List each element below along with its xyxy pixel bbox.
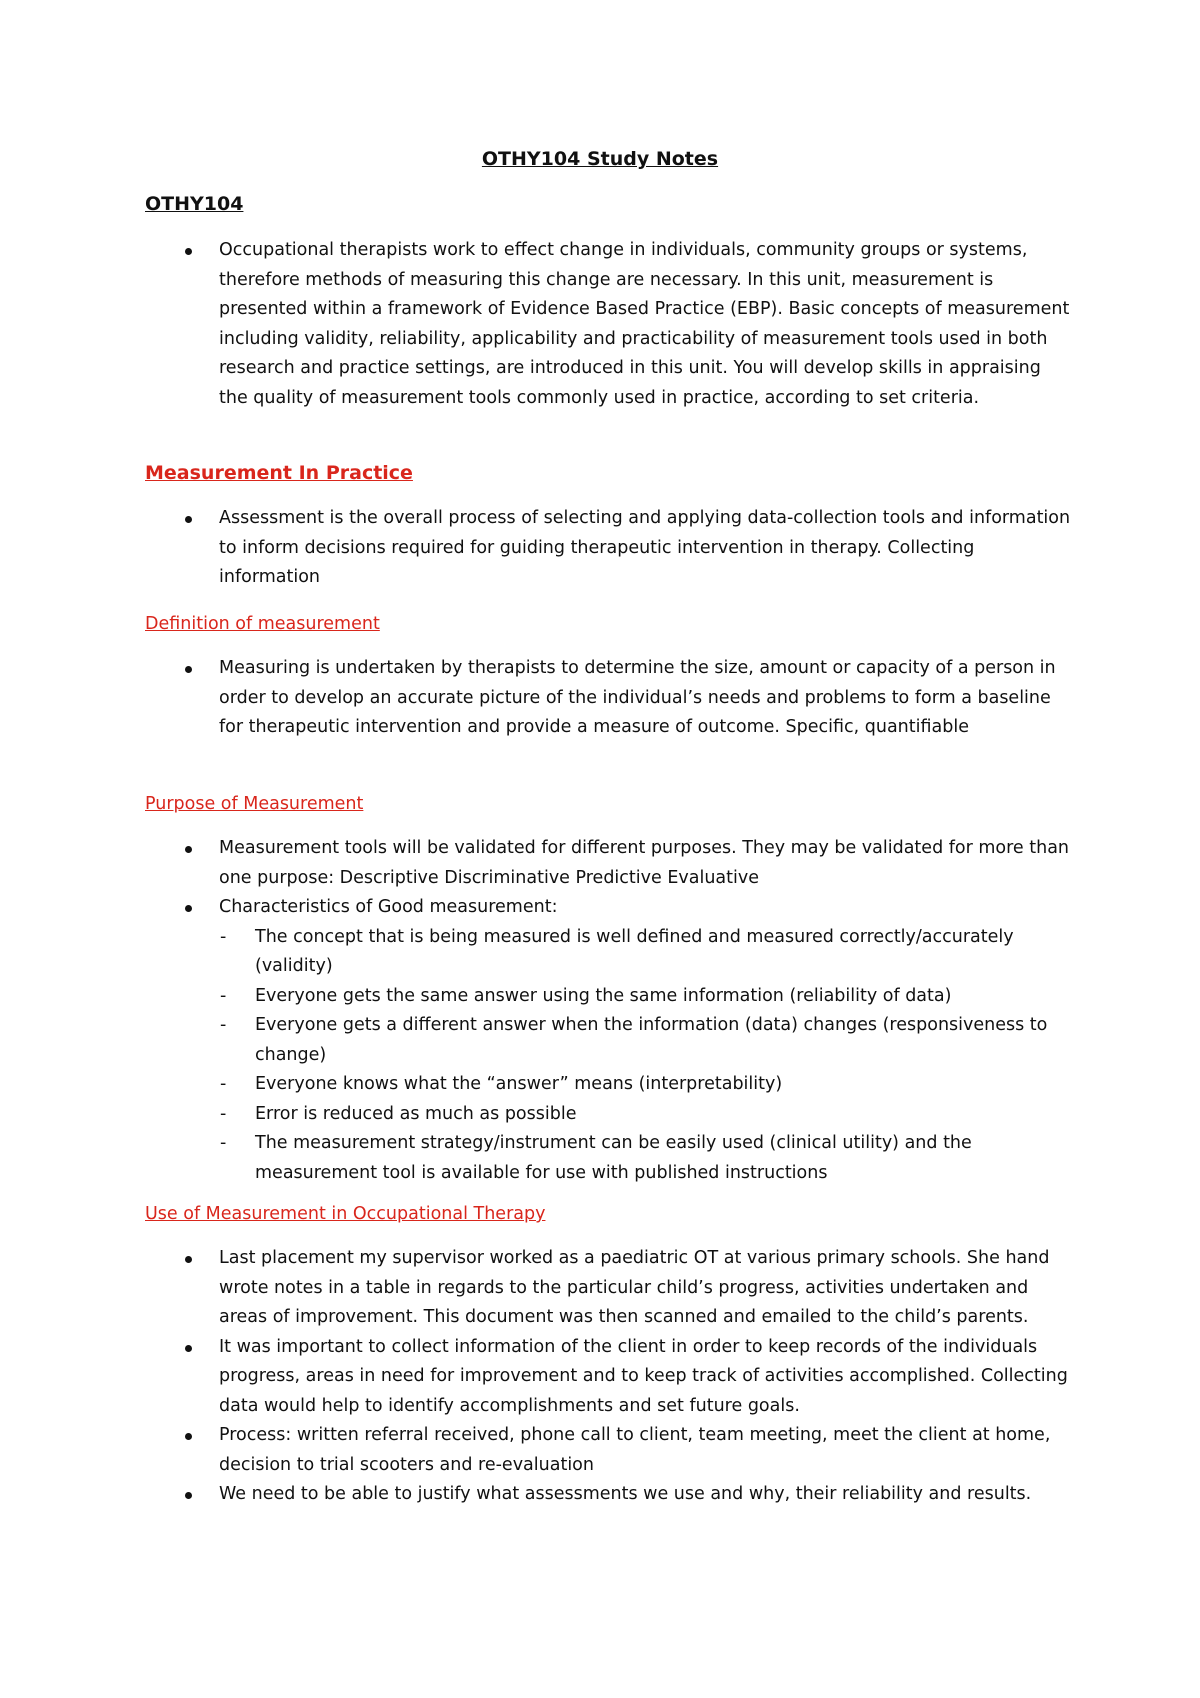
section-heading-measurement-in-practice: Measurement In Practice (145, 462, 413, 484)
list-item: - Everyone gets the same answer using the same information (reliability of data) (145, 982, 1075, 1012)
list-item: - Everyone knows what the “answer” means (interpretability) (145, 1070, 1075, 1100)
document-title: OTHY104 Study Notes (481, 148, 719, 170)
list-item: We need to be able to justify what assessments we use and why, their reliability and results. (145, 1480, 1075, 1510)
dash-icon: - (220, 1015, 227, 1035)
list-item: - Error is reduced as much as possible (145, 1100, 1075, 1130)
purpose-bullet-list (145, 834, 1075, 1188)
dash-icon: - (220, 1133, 227, 1153)
use-bullet-list (145, 1244, 1075, 1510)
dash-icon: - (220, 985, 227, 1006)
section-heading-othy104: OTHY104 (145, 193, 244, 215)
practice-bullet-list (145, 504, 1075, 593)
bullet-icon (185, 516, 192, 523)
list-item: Characteristics of Good measurement: - The concept that is being measured is well defined and measured correctly/accurately (validity) - Everyone gets the same answer using the same information (reliability of data) - Everyone gets a different answer when the information (data) changes (responsiveness to change) - Everyone knows what the “answer” means (interpretability) - Error is reduced as much as possible - The measurement strategy/instrument can be easily used (clinical utility) and the measurement tool is available for use with published instructions (145, 893, 1075, 1188)
list-item: Last placement my supervisor worked as a paediatric OT at various primary schools. She hand wrote notes in a table in regards to the particular child’s progress, activities undertaken and areas of improvement. This document was then scanned and emailed to the child’s parents. (145, 1244, 1075, 1333)
bullet-icon (185, 1492, 192, 1499)
section-heading-use: Use of Measurement in Occupational Therapy (145, 1204, 546, 1224)
list-item: It was important to collect information of the client in order to keep records of the individuals progress, areas in need for improvement and to keep track of activities accomplished. Collecting data would help to identify accomplishments and set future goals. (145, 1333, 1075, 1422)
list-item: - Everyone gets a different answer when the information (data) changes (responsiveness to change) (145, 1011, 1075, 1070)
bullet-icon (185, 905, 192, 912)
dash-icon: - (220, 1074, 227, 1094)
bullet-icon (185, 666, 192, 673)
list-item: Measurement tools will be validated for different purposes. They may be validated for more than one purpose: Descriptive Discriminative Predictive Evaluative (145, 834, 1075, 893)
list-item: - The concept that is being measured is well defined and measured correctly/accurately (validity) (145, 923, 1075, 982)
section-heading-definition: Definition of measurement (145, 614, 380, 634)
dash-icon: - (220, 926, 227, 947)
characteristics-list (145, 923, 1075, 1189)
bullet-icon (185, 248, 192, 255)
othy104-bullet-list (145, 236, 1075, 413)
dash-icon: - (220, 1103, 227, 1124)
bullet-icon (185, 1256, 192, 1263)
list-item: - The measurement strategy/instrument can be easily used (clinical utility) and the measurement tool is available for use with published instructions (145, 1129, 1075, 1188)
list-item: Assessment is the overall process of selecting and applying data-collection tools and information to inform decisions required for guiding therapeutic intervention in therapy. Collecting information (145, 504, 1075, 593)
bullet-icon (185, 1433, 192, 1440)
list-item: Measuring is undertaken by therapists to determine the size, amount or capacity of a person in order to develop an accurate picture of the individual’s needs and problems to form a baseline for therapeutic intervention and provide a measure of outcome. Specific, quantifiable (145, 654, 1075, 743)
list-item: Occupational therapists work to effect change in individuals, community groups or systems, therefore methods of measuring this change are necessary. In this unit, measurement is presented within a framework of Evidence Based Practice (EBP). Basic concepts of measurement including validity, reliability, applicability and practicability of measurement tools used in both research and practice settings, are introduced in this unit. You will develop skills in appraising the quality of measurement tools commonly used in practice, according to set criteria. (145, 236, 1075, 413)
list-item: Process: written referral received, phone call to client, team meeting, meet the client at home, decision to trial scooters and re-evaluation (145, 1421, 1075, 1480)
definition-bullet-list (145, 654, 1075, 743)
bullet-icon (185, 846, 192, 853)
section-heading-purpose: Purpose of Measurement (145, 794, 364, 814)
bullet-icon (185, 1345, 192, 1352)
